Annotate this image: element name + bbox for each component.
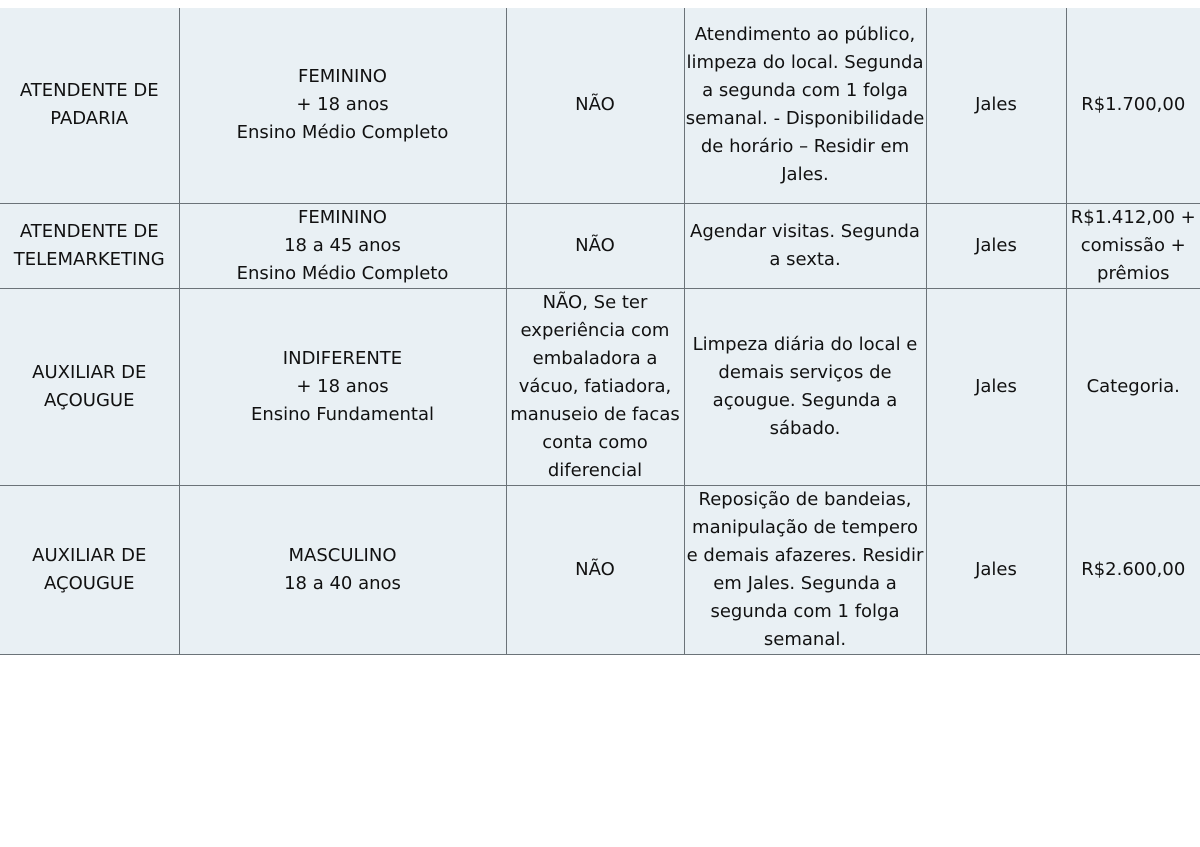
salary-text: R$1.700,00	[1081, 94, 1186, 116]
table-row	[0, 288, 1200, 485]
profile-gender: FEMININO	[298, 206, 387, 228]
table-row	[0, 8, 1200, 203]
experience-cell	[506, 203, 684, 288]
city-cell	[926, 203, 1066, 288]
profile-cell	[179, 8, 506, 203]
salary-cell	[1066, 485, 1200, 654]
salary-text: R$1.412,00 + comissão + prêmios	[1070, 206, 1196, 284]
role-text: AUXILIAR DE AÇOUGUE	[32, 361, 147, 411]
city-cell	[926, 8, 1066, 203]
description-cell	[684, 485, 926, 654]
description-cell	[684, 288, 926, 485]
table-row	[0, 203, 1200, 288]
salary-cell	[1066, 8, 1200, 203]
experience-cell	[506, 485, 684, 654]
city-cell	[926, 485, 1066, 654]
experience-cell	[506, 8, 684, 203]
experience-text: NÃO, Se ter experiência com embaladora a vácuo, fatiadora, manuseio de facas conta como diferencial	[510, 291, 680, 481]
city-cell	[926, 288, 1066, 485]
city-text: Jales	[975, 234, 1017, 256]
city-text: Jales	[975, 375, 1017, 397]
profile-gender: INDIFERENTE	[282, 347, 403, 369]
role-text: ATENDENTE DE TELEMARKETING	[13, 220, 165, 270]
description-text: Agendar visitas. Segunda a sexta.	[690, 220, 920, 270]
job-vacancies-table	[0, 8, 1200, 655]
profile-education: Ensino Médio Completo	[236, 122, 449, 144]
profile-age: 18 a 40 anos	[284, 572, 401, 594]
table-row	[0, 485, 1200, 654]
profile-age: + 18 anos	[296, 94, 389, 116]
profile-age: 18 a 45 anos	[284, 234, 401, 256]
experience-cell	[506, 288, 684, 485]
description-text: Atendimento ao público, limpeza do local. Segunda a segunda com 1 folga semanal. - Disponibilidade de horário – Residir em Jales.	[685, 24, 925, 186]
city-text: Jales	[975, 94, 1017, 116]
salary-text: Categoria.	[1086, 375, 1180, 397]
role-cell	[0, 203, 179, 288]
experience-text: NÃO	[575, 234, 615, 256]
profile-education: Ensino Fundamental	[250, 403, 435, 425]
role-cell	[0, 288, 179, 485]
description-cell	[684, 203, 926, 288]
salary-text: R$2.600,00	[1081, 558, 1186, 580]
experience-text: NÃO	[575, 558, 615, 580]
role-cell	[0, 8, 179, 203]
city-text: Jales	[975, 558, 1017, 580]
description-text: Limpeza diária do local e demais serviços de açougue. Segunda a sábado.	[692, 333, 918, 439]
role-text: AUXILIAR DE AÇOUGUE	[32, 544, 147, 594]
description-cell	[684, 8, 926, 203]
role-text: ATENDENTE DE PADARIA	[19, 80, 159, 130]
profile-age: + 18 anos	[296, 375, 389, 397]
profile-gender: MASCULINO	[288, 544, 397, 566]
salary-cell	[1066, 203, 1200, 288]
role-cell	[0, 485, 179, 654]
profile-gender: FEMININO	[298, 66, 387, 88]
profile-cell	[179, 288, 506, 485]
profile-education: Ensino Médio Completo	[236, 262, 449, 284]
profile-cell	[179, 203, 506, 288]
description-text: Reposição de bandeias, manipulação de tempero e demais afazeres. Residir em Jales. Segunda a segunda com 1 folga semanal.	[686, 488, 924, 650]
profile-cell	[179, 485, 506, 654]
salary-cell	[1066, 288, 1200, 485]
experience-text: NÃO	[575, 94, 615, 116]
